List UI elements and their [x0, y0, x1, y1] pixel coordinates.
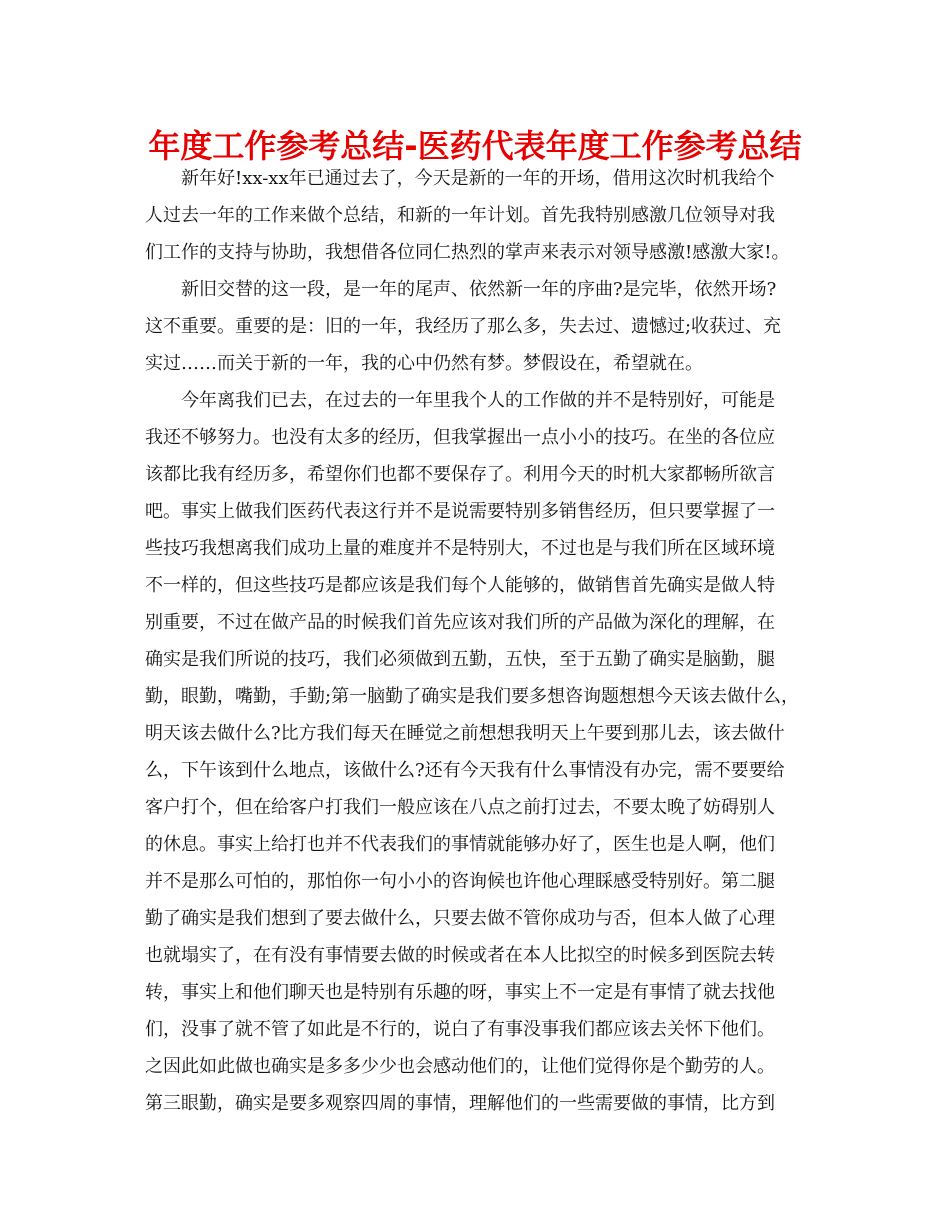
text-line: 转，事实上和他们聊天也是特别有乐趣的呀，事实上不一定是有事情了就去找他: [145, 982, 775, 1003]
text-line: 这不重要。重要的是：旧的一年，我经历了那么多，失去过、遗憾过;收获过、充: [145, 316, 782, 337]
text-line: 勤了确实是我们想到了要去做什么，只要去做不管你成功与否，但本人做了心理: [145, 908, 775, 929]
text-line: 实过……而关于新的一年，我的心中仍然有梦。梦假设在，希望就在。: [145, 353, 703, 374]
text-line: 并不是那么可怕的，那怕你一句小小的咨询候也许他心理睬感受特别好。第二腿: [145, 871, 775, 892]
text-line: 些技巧我想离我们成功上量的难度并不是特别大，不过也是与我们所在区域环境: [145, 538, 775, 559]
text-line: 们，没事了就不管了如此是不行的，说白了有事没事我们都应该去关怀下他们。: [145, 1019, 775, 1040]
text-line: 我还不够努力。也没有太多的经历，但我掌握出一点小小的技巧。在坐的各位应: [145, 427, 775, 448]
text-line: 第三眼勤，确实是要多观察四周的事情，理解他们的一些需要做的事情，比方到: [145, 1093, 775, 1114]
text-line: 不一样的，但这些技巧是都应该是我们每个人能够的，做销售首先确实是做人特: [145, 575, 775, 596]
text-line: 们工作的支持与协助，我想借各位同仁热烈的掌声来表示对领导感激!感激大家!。: [145, 242, 790, 263]
document-body: [145, 160, 815, 1122]
text-line: 明天该去做什么?比方我们每天在睡觉之前想想我明天上午要到那儿去，该去做什: [145, 723, 785, 744]
text-line: 的休息。事实上给打也并不代表我们的事情就能够办好了，医生也是人啊，他们: [145, 834, 775, 855]
text-line: 么，下午该到什么地点，该做什么?还有今天我有什么事情没有办完，需不要要给: [145, 760, 785, 781]
text-line: 新年好!xx-xx年已通过去了，今天是新的一年的开场，借用这次时机我给个: [181, 168, 775, 189]
text-line: 勤，眼勤，嘴勤，手勤;第一脑勤了确实是我们要多想咨询题想想今天该去做什么，: [145, 686, 800, 707]
document-title: 年度工作参考总结-医药代表年度工作参考总结: [148, 127, 802, 165]
text-line: 新旧交替的这一段，是一年的尾声、依然新一年的序曲?是完毕，依然开场?: [181, 279, 777, 300]
text-line: 吧。事实上做我们医药代表这行并不是说需要特别多销售经历，但只要掌握了一: [145, 501, 775, 522]
text-line: 今年离我们已去，在过去的一年里我个人的工作做的并不是特别好，可能是: [181, 390, 775, 411]
text-line: 之因此如此做也确实是多多少少也会感动他们的，让他们觉得你是个勤劳的人。: [145, 1056, 775, 1077]
text-line: 人过去一年的工作来做个总结，和新的一年计划。首先我特别感激几位领导对我: [145, 205, 775, 226]
text-line: 也就塌实了，在有没有事情要去做的时候或者在本人比拟空的时候多到医院去转: [145, 945, 775, 966]
text-line: 客户打个，但在给客户打我们一般应该在八点之前打过去，不要太晚了妨碍别人: [145, 797, 775, 818]
text-line: 该都比我有经历多，希望你们也都不要保存了。利用今天的时机大家都畅所欲言: [145, 464, 775, 485]
text-line: 别重要，不过在做产品的时候我们首先应该对我们所的产品做为深化的理解，在: [145, 612, 775, 633]
text-line: 确实是我们所说的技巧，我们必须做到五勤，五快，至于五勤了确实是脑勤，腿: [145, 649, 775, 670]
